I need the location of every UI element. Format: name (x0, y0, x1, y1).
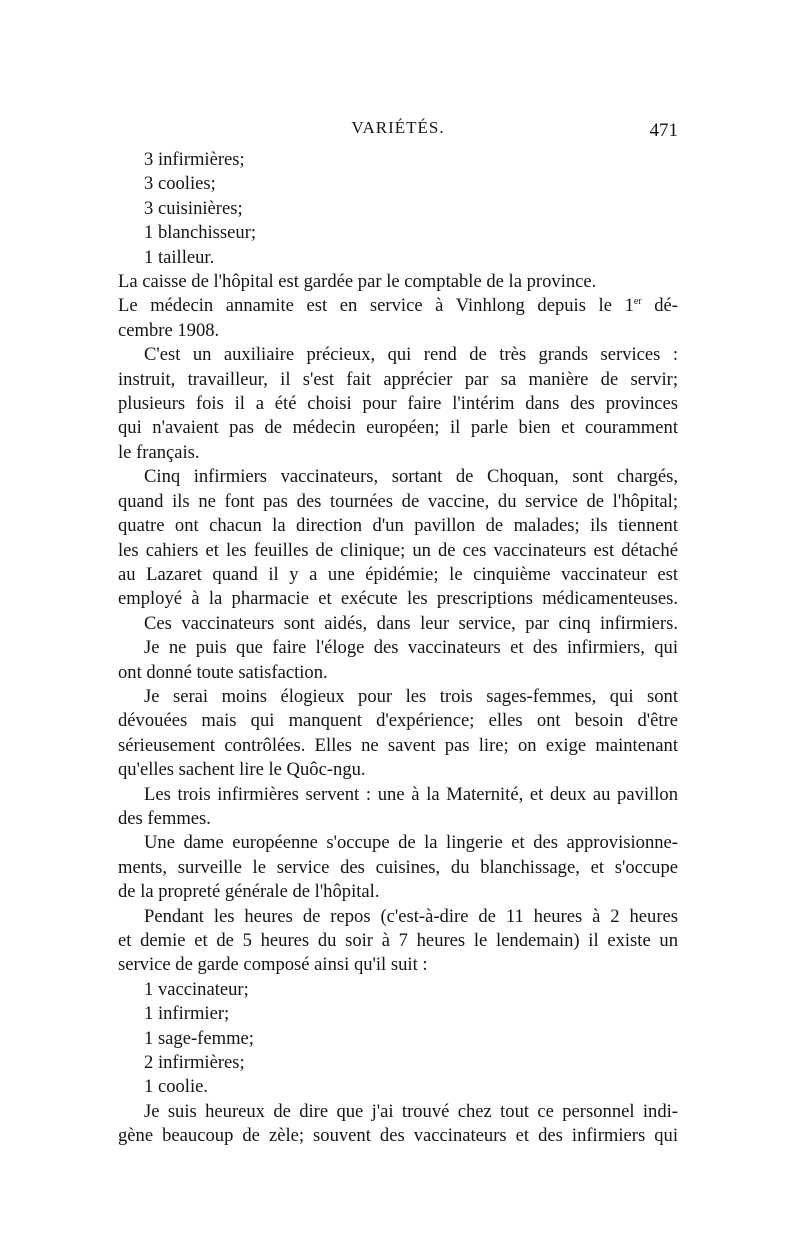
text-line: quatre ont chacun la direction d'un pavillon de malades; ils tiennent (118, 515, 678, 537)
text-line: Cinq infirmiers vaccinateurs, sortant de Choquan, sont chargés, (144, 466, 678, 488)
text-line: Les trois infirmières servent : une à la Maternité, et deux au pavillon (144, 783, 678, 805)
running-title: VARIÉTÉS. (351, 118, 445, 137)
paragraph-heureux (118, 1100, 678, 1149)
text-run: dé- (641, 295, 678, 317)
list-item: 1 tailleur. (144, 246, 215, 268)
text-line: La caisse de l'hôpital est gardée par le comptable de la province. (118, 271, 597, 293)
paragraph-infirmieres (118, 783, 678, 832)
text-line (118, 294, 678, 318)
paragraph-caisse (118, 270, 678, 294)
guard-list (118, 978, 678, 1100)
page-number: 471 (649, 120, 678, 141)
list-item: 1 coolie. (144, 1076, 209, 1098)
text-line: gène beaucoup de zèle; souvent des vaccinateurs et des infirmiers qui (118, 1125, 678, 1147)
ordinal-suffix: er (633, 296, 642, 308)
list-item: 2 infirmières; (144, 1052, 245, 1074)
running-header (118, 114, 678, 144)
text-line: de la propreté générale de l'hôpital. (118, 881, 380, 903)
list-item: 1 infirmier; (144, 1003, 230, 1025)
text-line: quand ils ne font pas des tournées de vaccine, du service de l'hôpital; (118, 490, 678, 512)
text-line: C'est un auxiliaire précieux, qui rend de très grands services : (144, 344, 678, 366)
list-item: 3 cuisinières; (144, 197, 243, 219)
paragraph-aides (118, 612, 678, 636)
text-line: des femmes. (118, 807, 211, 829)
text-line: Je ne puis que faire l'éloge des vaccinateurs et des infirmiers, qui (144, 637, 678, 659)
text-line: le français. (118, 441, 200, 463)
text-line: cembre 1908. (118, 319, 220, 341)
list-item: 3 infirmières; (144, 149, 245, 170)
text-line: Je suis heureux de dire que j'ai trouvé chez tout ce personnel indi- (144, 1100, 678, 1122)
text-line: instruit, travailleur, il s'est fait apprécier par sa manière de servir; (118, 368, 678, 390)
text-line: ont donné toute satisfaction. (118, 661, 328, 683)
text-line: employé à la pharmacie et exécute les prescriptions médicamenteuses. (118, 588, 678, 610)
paragraph-dame (118, 831, 678, 904)
list-item: 1 vaccinateur; (144, 978, 249, 1000)
text-line: Pendant les heures de repos (c'est-à-dire de 11 heures à 2 heures (144, 905, 678, 927)
text-line: qu'elles sachent lire le Quôc-ngu. (118, 759, 366, 781)
text-line: Je serai moins élogieux pour les trois sages-femmes, qui sont (144, 685, 678, 707)
staff-list (118, 148, 678, 270)
text-line: et demie et de 5 heures du soir à 7 heures le lendemain) il existe un (118, 930, 678, 951)
text-line: Une dame européenne s'occupe de la lingerie et des approvisionne- (144, 832, 678, 854)
text-line: qui n'avaient pas de médecin européen; il parle bien et couramment (118, 417, 678, 439)
paragraph-cinq-infirmiers (118, 465, 678, 611)
text-line: les cahiers et les feuilles de clinique; un de ces vaccinateurs est détaché (118, 539, 678, 561)
text-line: ments, surveille le service des cuisines, du blanchissage, et s'occupe (118, 856, 678, 878)
text-line: sérieusement contrôlées. Elles ne savent pas lire; on exige maintenant (118, 734, 678, 756)
text-line: dévouées mais qui manquent d'expérience; elles ont besoin d'être (118, 710, 678, 732)
paragraph-auxiliaire (118, 343, 678, 465)
text-run: Le médecin annamite est en service à Vinhlong depuis le 1 (118, 295, 634, 317)
paragraph-repos (118, 905, 678, 978)
text-line: au Lazaret quand il y a une épidémie; le cinquième vaccinateur est (118, 563, 678, 585)
text-line: service de garde composé ainsi qu'il suit : (118, 954, 428, 976)
text-line: Ces vaccinateurs sont aidés, dans leur service, par cinq infirmiers. (144, 612, 678, 634)
paragraph-eloge (118, 636, 678, 685)
list-item: 1 sage-femme; (144, 1027, 254, 1049)
paragraph-sages-femmes (118, 685, 678, 783)
text-line: plusieurs fois il a été choisi pour faire l'intérim dans des provinces (118, 393, 678, 415)
list-item: 1 blanchisseur; (144, 222, 257, 244)
body-text (118, 148, 678, 1149)
list-item: 3 coolies; (144, 173, 216, 195)
paragraph-medecin (118, 294, 678, 343)
